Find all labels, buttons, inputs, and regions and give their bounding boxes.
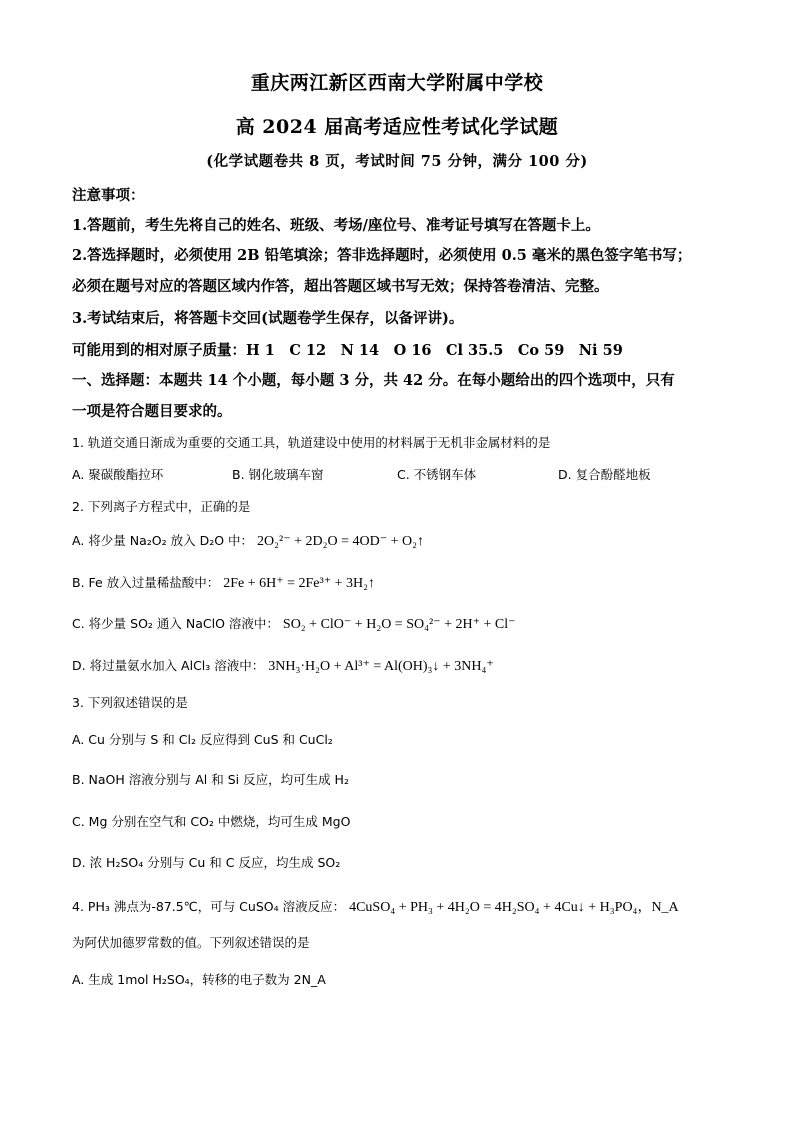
note-item: 3.考试结束后，将答题卡交回(试题卷学生保存，以备评讲)。: [72, 310, 464, 327]
question-4-stem: [72, 896, 734, 916]
question-3-stem: 3. 下列叙述错误的是: [72, 695, 188, 710]
q1-option-b: B. 钢化玻璃车窗: [232, 467, 324, 482]
note-item: 必须在题号对应的答题区域内作答，超出答题区域书写无效；保持答卷清洁、完整。: [72, 278, 609, 295]
question-1-stem: 1. 轨道交通日渐成为重要的交通工具，轨道建设中使用的材料属于无机非金属材料的是: [72, 435, 551, 450]
q4-option-a: A. 生成 1mol H₂SO₄，转移的电子数为 2N_A: [72, 972, 326, 987]
exam-title: 高 2024 届高考适应性考试化学试题: [235, 116, 559, 138]
q2-option-a-text: A. 将少量 Na₂O₂ 放入 D₂O 中：: [72, 533, 254, 548]
q1-option-d: D. 复合酚醛地板: [558, 467, 651, 482]
q2-option-a: [72, 531, 734, 550]
school-name: 重庆两江新区西南大学附属中学校: [250, 72, 544, 94]
q2-option-b: [72, 573, 734, 592]
section-heading: 一、选择题：本题共 14 个小题，每小题 3 分，共 42 分。在每小题给出的四个选项中，只有: [72, 372, 675, 389]
question-4-stem-cont: 为阿伏加德罗常数的值。下列叙述错误的是: [72, 935, 310, 950]
q2-option-d-equation: 3NH₃·H₂O + Al³⁺ = Al(OH)₃↓ + 3NH₄⁺: [268, 659, 494, 674]
q4-stem-text: 4. PH₃ 沸点为-87.5℃，可与 CuSO₄ 溶液反应：: [72, 899, 346, 914]
q3-option-d: D. 浓 H₂SO₄ 分别与 Cu 和 C 反应，均生成 SO₂: [72, 855, 341, 870]
q2-option-c: [72, 614, 734, 633]
q1-option-a: A. 聚碳酸酯拉环: [72, 467, 164, 482]
note-item: 2.答选择题时，必须使用 2B 铅笔填涂；答非选择题时，必须使用 0.5 毫米的黑色签字笔书写；: [72, 247, 692, 264]
notes-heading: 注意事项：: [72, 187, 145, 204]
q3-option-c: C. Mg 分别在空气和 CO₂ 中燃烧，均可生成 MgO: [72, 814, 351, 829]
atomic-masses: 可能用到的相对原子质量：H 1 C 12 N 14 O 16 Cl 35.5 Co 59 Ni 59: [72, 342, 623, 359]
q4-stem-equation: 4CuSO₄ + PH₃ + 4H₂O = 4H₂SO₄ + 4Cu↓ + H₃PO₄，N_A: [349, 900, 679, 915]
q1-option-c: C. 不锈钢车体: [397, 467, 477, 482]
q2-option-b-text: B. Fe 放入过量稀盐酸中：: [72, 575, 220, 590]
q2-option-c-text: C. 将少量 SO₂ 通入 NaClO 溶液中：: [72, 616, 279, 631]
q3-option-a: A. Cu 分别与 S 和 Cl₂ 反应得到 CuS 和 CuCl₂: [72, 732, 333, 747]
note-item: 1.答题前，考生先将自己的姓名、班级、考场/座位号、准考证号填写在答题卡上。: [72, 217, 600, 234]
q2-option-b-equation: 2Fe + 6H⁺ = 2Fe³⁺ + 3H₂↑: [223, 576, 375, 591]
q2-option-c-equation: SO₂ + ClO⁻ + H₂O = SO₄²⁻ + 2H⁺ + Cl⁻: [282, 617, 516, 632]
q2-option-d: [72, 656, 734, 675]
exam-subtitle: (化学试题卷共 8 页，考试时间 75 分钟，满分 100 分): [206, 153, 588, 170]
section-heading-cont: 一项是符合题目要求的。: [72, 403, 232, 420]
question-2-stem: 2. 下列离子方程式中，正确的是: [72, 499, 251, 514]
q3-option-b: B. NaOH 溶液分别与 Al 和 Si 反应，均可生成 H₂: [72, 772, 349, 787]
q2-option-d-text: D. 将过量氨水加入 AlCl₃ 溶液中：: [72, 658, 265, 673]
q2-option-a-equation: 2O₂²⁻ + 2D₂O = 4OD⁻ + O₂↑: [257, 534, 424, 549]
